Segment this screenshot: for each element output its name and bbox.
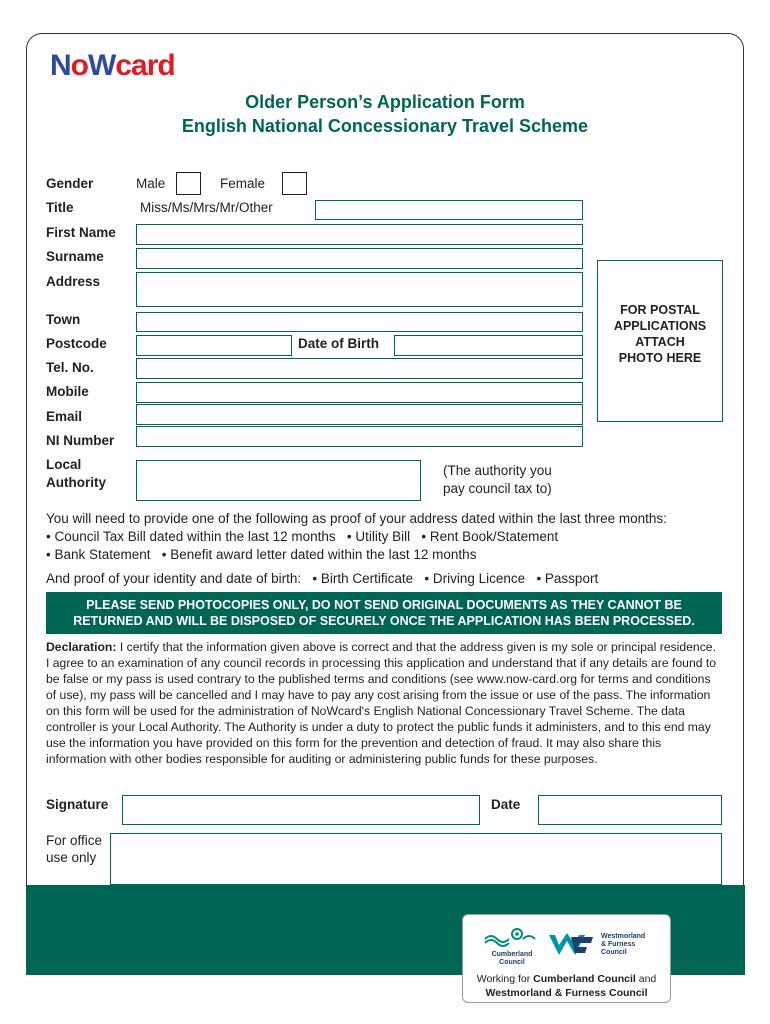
first-name-label: First Name: [46, 225, 116, 240]
form-frame: [26, 33, 744, 973]
cumberland-logo-icon: [483, 923, 539, 947]
office-use-box: [110, 833, 722, 885]
date-label: Date: [491, 797, 521, 812]
identity-proof: And proof of your identity and date of birth: • Birth Certificate • Driving Licence • Passport: [46, 571, 599, 586]
photo-line-4: PHOTO HERE: [618, 351, 702, 365]
caption-prefix: Working for: [476, 973, 531, 985]
dob-label: Date of Birth: [298, 336, 379, 351]
town-label: Town: [46, 312, 81, 327]
signature-input[interactable]: [122, 795, 480, 825]
caption-cumberland: Cumberland Council: [533, 973, 636, 985]
email-label: Email: [46, 409, 83, 424]
westmorland-logo-icon: [549, 933, 599, 957]
tel-input[interactable]: [136, 358, 583, 379]
ni-input[interactable]: [136, 426, 583, 447]
local-authority-input[interactable]: [136, 460, 421, 501]
nowcard-logo: NoWcard: [50, 49, 175, 82]
mobile-input[interactable]: [136, 382, 583, 403]
ni-label: NI Number: [46, 433, 115, 448]
photocopies-banner: [46, 592, 722, 634]
female-label: Female: [220, 176, 266, 191]
proof-options-1: • Council Tax Bill dated within the last 12 months • Utility Bill • Rent Book/Statement: [46, 529, 559, 544]
surname-input[interactable]: [136, 248, 583, 269]
female-checkbox[interactable]: [282, 172, 307, 195]
form-title: Older Person’s Application Form: [245, 92, 525, 112]
gender-label: Gender: [46, 176, 94, 191]
photo-line-1: FOR POSTAL: [620, 303, 700, 317]
office-use-label-2: use only: [46, 850, 97, 865]
town-input[interactable]: [136, 312, 583, 332]
footer-caption: [463, 972, 670, 1000]
declaration: [46, 639, 722, 767]
cumberland-name-1: Cumberland: [491, 951, 533, 958]
declaration-heading: Declaration:: [46, 640, 117, 654]
date-input[interactable]: [538, 795, 722, 825]
office-use-label-1: For office: [46, 833, 103, 848]
westmorland-name-1: Westmorland: [601, 933, 646, 940]
male-checkbox[interactable]: [176, 172, 201, 195]
mobile-label: Mobile: [46, 384, 89, 399]
address-label: Address: [46, 274, 101, 289]
surname-label: Surname: [46, 249, 104, 264]
caption-westmorland: Westmorland & Furness Council: [485, 987, 648, 999]
title-options: Miss/Ms/Mrs/Mr/Other: [140, 200, 273, 215]
male-label: Male: [136, 176, 166, 191]
photo-box: [597, 260, 723, 422]
declaration-text: I certify that the information given above is correct and that the address given is my sole or principal residence. I agree to an examination of any council records in processing this application and understand that if any details are found to be false or my pass is used contrary to the published terms and conditions (see www.now-card.org for terms and conditions of use), my pass will be cancelled and I may have to pay any cost arising from the issue or use of the pass. The information on this form will be used for the administration of NoWcard's English National Concessionary Travel Scheme. The data controller is your Local Authority. The Authority is under a duty to protect the public funds it administers, and to this end may use the information you have provided on this form for the prevention and detection of fraud. It may also share this information with other bodies responsible for auditing or administering public funds for these purposes.: [46, 640, 717, 766]
proof-intro: You will need to provide one of the following as proof of your address dated within the last three months:: [46, 511, 667, 526]
council-card: [462, 914, 671, 1003]
local-authority-note-2: pay council tax to): [443, 481, 552, 496]
postcode-input[interactable]: [136, 335, 292, 356]
local-authority-label-2: Authority: [46, 475, 106, 490]
photo-line-2: APPLICATIONS: [613, 319, 707, 333]
dob-input[interactable]: [394, 335, 583, 356]
local-authority-label-1: Local: [46, 457, 82, 472]
caption-and: and: [638, 973, 657, 985]
title-input[interactable]: [315, 200, 583, 220]
westmorland-name-3: Council: [601, 949, 627, 956]
address-input[interactable]: [136, 272, 583, 307]
banner-line-1: PLEASE SEND PHOTOCOPIES ONLY, DO NOT SEND ORIGINAL DOCUMENTS AS THEY CANNOT BE: [86, 598, 682, 612]
first-name-input[interactable]: [136, 224, 583, 245]
proof-options-2: • Bank Statement • Benefit award letter dated within the last 12 months: [46, 547, 477, 562]
banner-line-2: RETURNED AND WILL BE DISPOSED OF SECURELY ONCE THE APPLICATION HAS BEEN PROCESSED.: [73, 614, 695, 628]
form-subtitle: English National Concessionary Travel Scheme: [181, 116, 589, 136]
postcode-label: Postcode: [46, 336, 107, 351]
signature-label: Signature: [46, 797, 109, 812]
email-input[interactable]: [136, 404, 583, 425]
tel-label: Tel. No.: [46, 360, 94, 375]
photo-line-3: ATTACH: [635, 335, 685, 349]
title-label: Title: [46, 200, 74, 215]
local-authority-note-1: (The authority you: [443, 463, 552, 478]
cumberland-name-2: Council: [499, 959, 525, 966]
westmorland-name-2: & Furness: [601, 941, 636, 948]
